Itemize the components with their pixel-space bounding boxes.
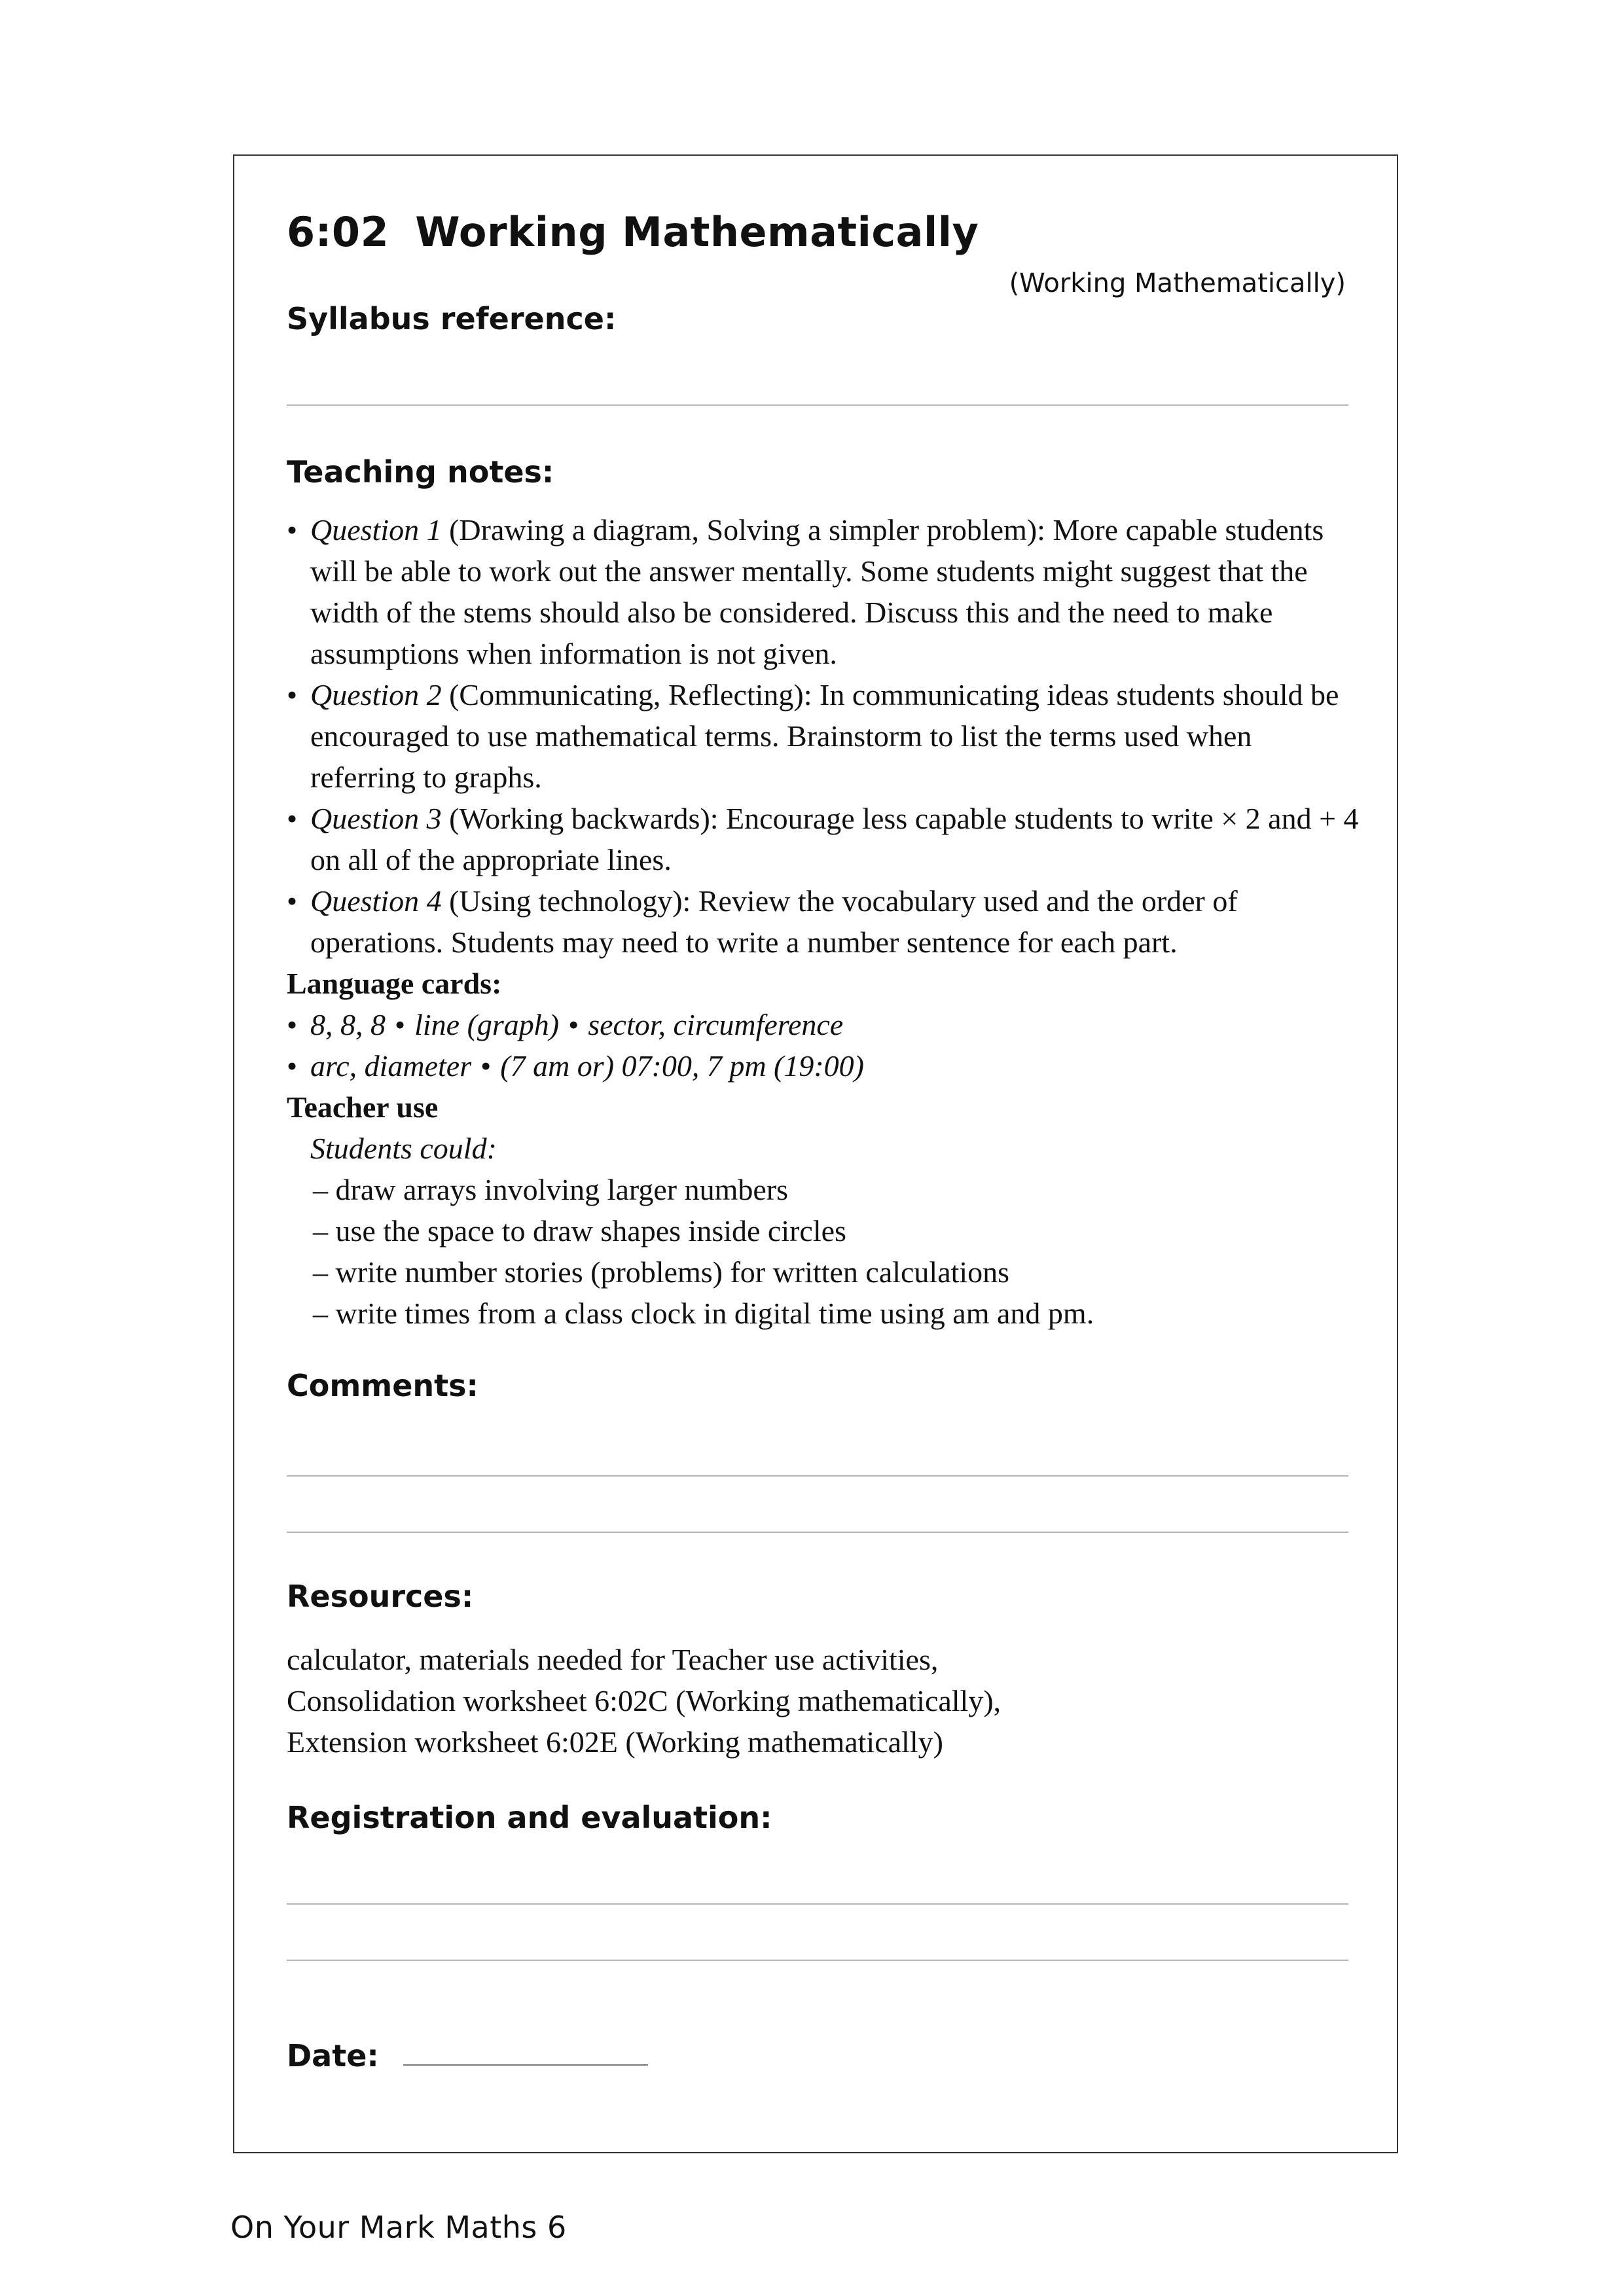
language-cards-row-2: • arc, diameter • (7 am or) 07:00, 7 pm (19:00) [287,1049,865,1083]
resource-line: calculator, materials needed for Teacher use activities, [287,1643,939,1676]
lesson-number: 6:02 [287,208,389,256]
note-text: (Drawing a diagram, Solving a simpler problem): More capable students will be able to work out the answer mentally. Some students might suggest that the width of the stems should also be considered. Discuss this and the need to make assumptions when information is not given. [310,513,1324,670]
teacher-use-item: – write number stories (problems) for written calculations [313,1255,1010,1289]
note-question: Question 2 [310,678,442,711]
teaching-note-1: • Question 1 (Drawing a diagram, Solving a simpler problem): More capable students will be able to work out the answer mentally. Some students might suggest that the width of the stems should also be considered. Discuss this and the need to make assumptions when information is not given. [287,513,1324,670]
lesson-card [233,154,1398,2153]
teacher-use-intro: Students could: [310,1132,497,1165]
syllabus-reference-line [287,404,1348,406]
teacher-use-item: – write times from a class clock in digital time using am and pm. [313,1297,1094,1330]
resource-line: Consolidation worksheet 6:02C (Working mathematically), [287,1684,1001,1717]
note-question: Question 4 [310,884,442,918]
note-text: (Using technology): Review the vocabulary used and the order of operations. Students may need to write a number sentence for each part. [310,884,1238,959]
comments-label: Comments: [287,1368,478,1403]
teaching-notes-label: Teaching notes: [287,454,554,490]
lesson-title: Working Mathematically [415,208,979,256]
note-text: (Working backwards): Encourage less capable students to write × 2 and + 4 on all of the appropriate lines. [310,802,1359,876]
teacher-use-item: – use the space to draw shapes inside circles [313,1214,846,1247]
date-label: Date: [287,2038,379,2073]
resources-body [287,1639,1360,1763]
page-title [287,208,979,256]
note-question: Question 3 [310,802,442,835]
language-card: 8, 8, 8 [310,1008,386,1041]
strand-label: (Working Mathematically) [1009,268,1346,298]
note-text: (Communicating, Reflecting): In communicating ideas students should be encouraged to use mathematical terms. Brainstorm to list the terms used when referring to graphs. [310,678,1339,794]
registration-line-1 [287,1903,1348,1905]
language-card: (7 am or) 07:00, 7 pm (19:00) [500,1049,865,1083]
resources-label: Resources: [287,1579,474,1614]
teaching-note-4: • Question 4 (Using technology): Review the vocabulary used and the order of operations. Students may need to write a number sentence for each part. [287,884,1238,959]
registration-line-2 [287,1960,1348,1961]
teacher-use-heading: Teacher use [287,1090,439,1124]
teaching-note-2: • Question 2 (Communicating, Reflecting): In communicating ideas students should be encouraged to use mathematical terms. Brainstorm to list the terms used when referring to graphs. [287,678,1339,794]
comments-line-1 [287,1475,1348,1477]
language-cards-row-1: • 8, 8, 8 • line (graph) • sector, circumference [287,1008,844,1041]
teaching-note-3: • Question 3 (Working backwards): Encourage less capable students to write × 2 and + 4 on all of the appropriate lines. [287,802,1359,876]
language-card: sector, circumference [588,1008,844,1041]
teaching-notes-body [287,509,1360,1334]
syllabus-reference-label: Syllabus reference: [287,301,617,336]
resource-line: Extension worksheet 6:02E (Working mathematically) [287,1725,943,1759]
comments-line-2 [287,1532,1348,1533]
note-question: Question 1 [310,513,442,547]
footer-book-title: On Your Mark Maths 6 [230,2210,567,2245]
language-card: line (graph) [414,1008,560,1041]
registration-evaluation-label: Registration and evaluation: [287,1800,772,1835]
language-card: arc, diameter [310,1049,472,1083]
teacher-use-item: – draw arrays involving larger numbers [313,1173,789,1206]
date-line [403,2064,648,2066]
language-cards-heading: Language cards: [287,967,502,1000]
